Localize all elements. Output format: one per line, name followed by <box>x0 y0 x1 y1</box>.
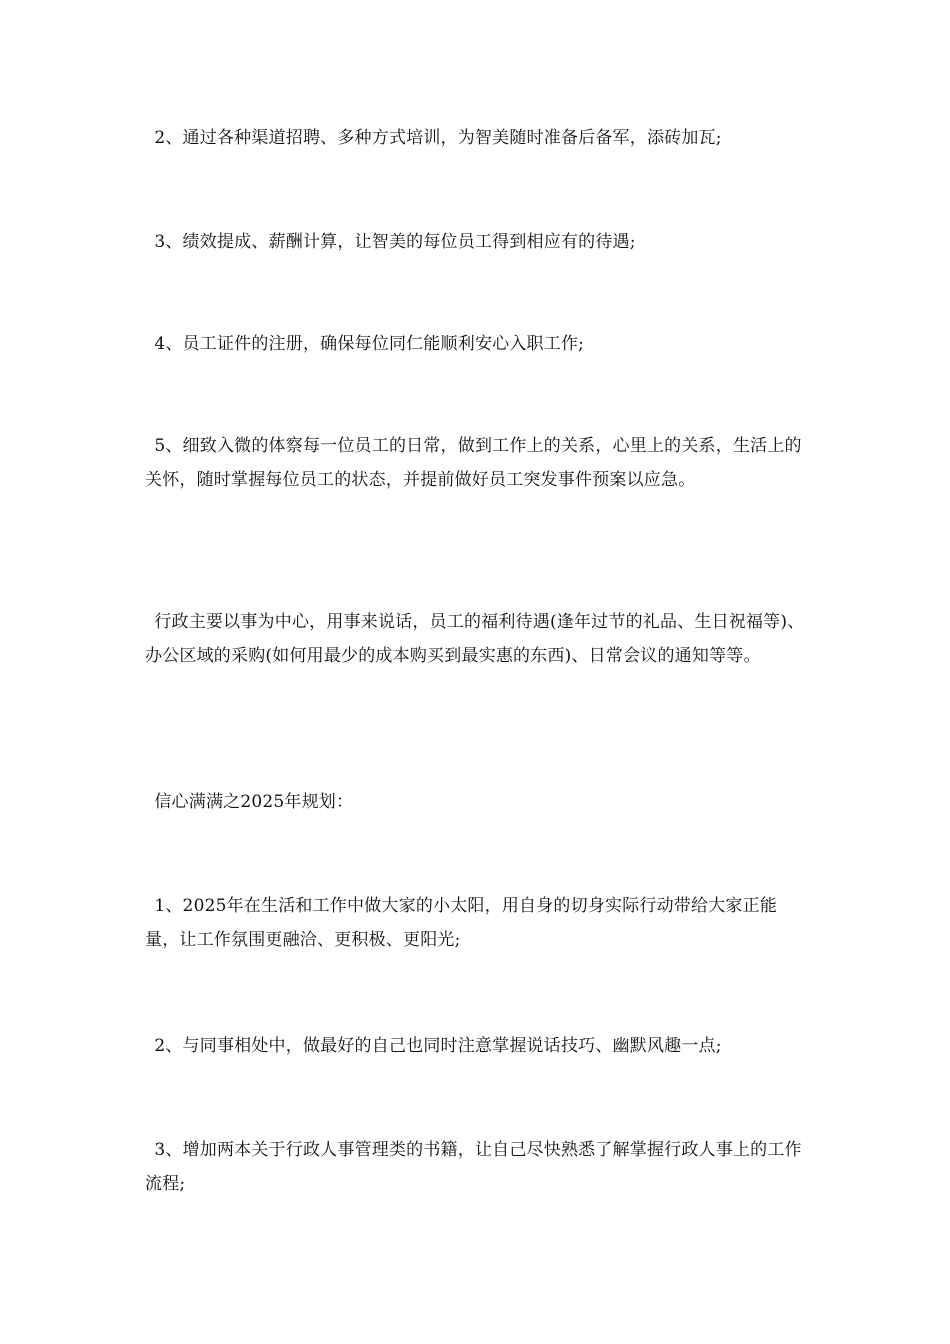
paragraph-employee-certificates: 4、员工证件的注册，确保每位同仁能顺利安心入职工作; <box>154 334 585 354</box>
paragraph-plan-item-3: 3、增加两本关于行政人事管理类的书籍，让自己尽快熟悉了解掌握行政人事上的工作流程; <box>145 1140 802 1194</box>
paragraph-administration-focus: 行政主要以事为中心，用事来说话，员工的福利待遇(逢年过节的礼品、生日祝福等)、办公区域的采购(如何用最少的成本购买到最实惠的东西)、日常会议的通知等等。 <box>145 612 805 666</box>
paragraph-employee-care: 5、细致入微的体察每一位员工的日常，做到工作上的关系，心里上的关系，生活上的关怀，随时掌握每位员工的状态，并提前做好员工突发事件预案以应急。 <box>145 436 802 490</box>
paragraph-plan-heading: 信心满满之2025年规划： <box>154 792 354 812</box>
paragraph-plan-item-1: 1、2025年在生活和工作中做大家的小太阳，用自身的切身实际行动带给大家正能量，让工作氛围更融洽、更积极、更阳光; <box>145 896 778 950</box>
paragraph-plan-item-2: 2、与同事相处中，做最好的自己也同时注意掌握说话技巧、幽默风趣一点; <box>154 1036 722 1056</box>
paragraph-performance-salary: 3、绩效提成、薪酬计算，让智美的每位员工得到相应有的待遇; <box>154 232 636 252</box>
paragraph-recruitment-training: 2、通过各种渠道招聘、多种方式培训，为智美随时准备后备军，添砖加瓦; <box>154 128 722 148</box>
